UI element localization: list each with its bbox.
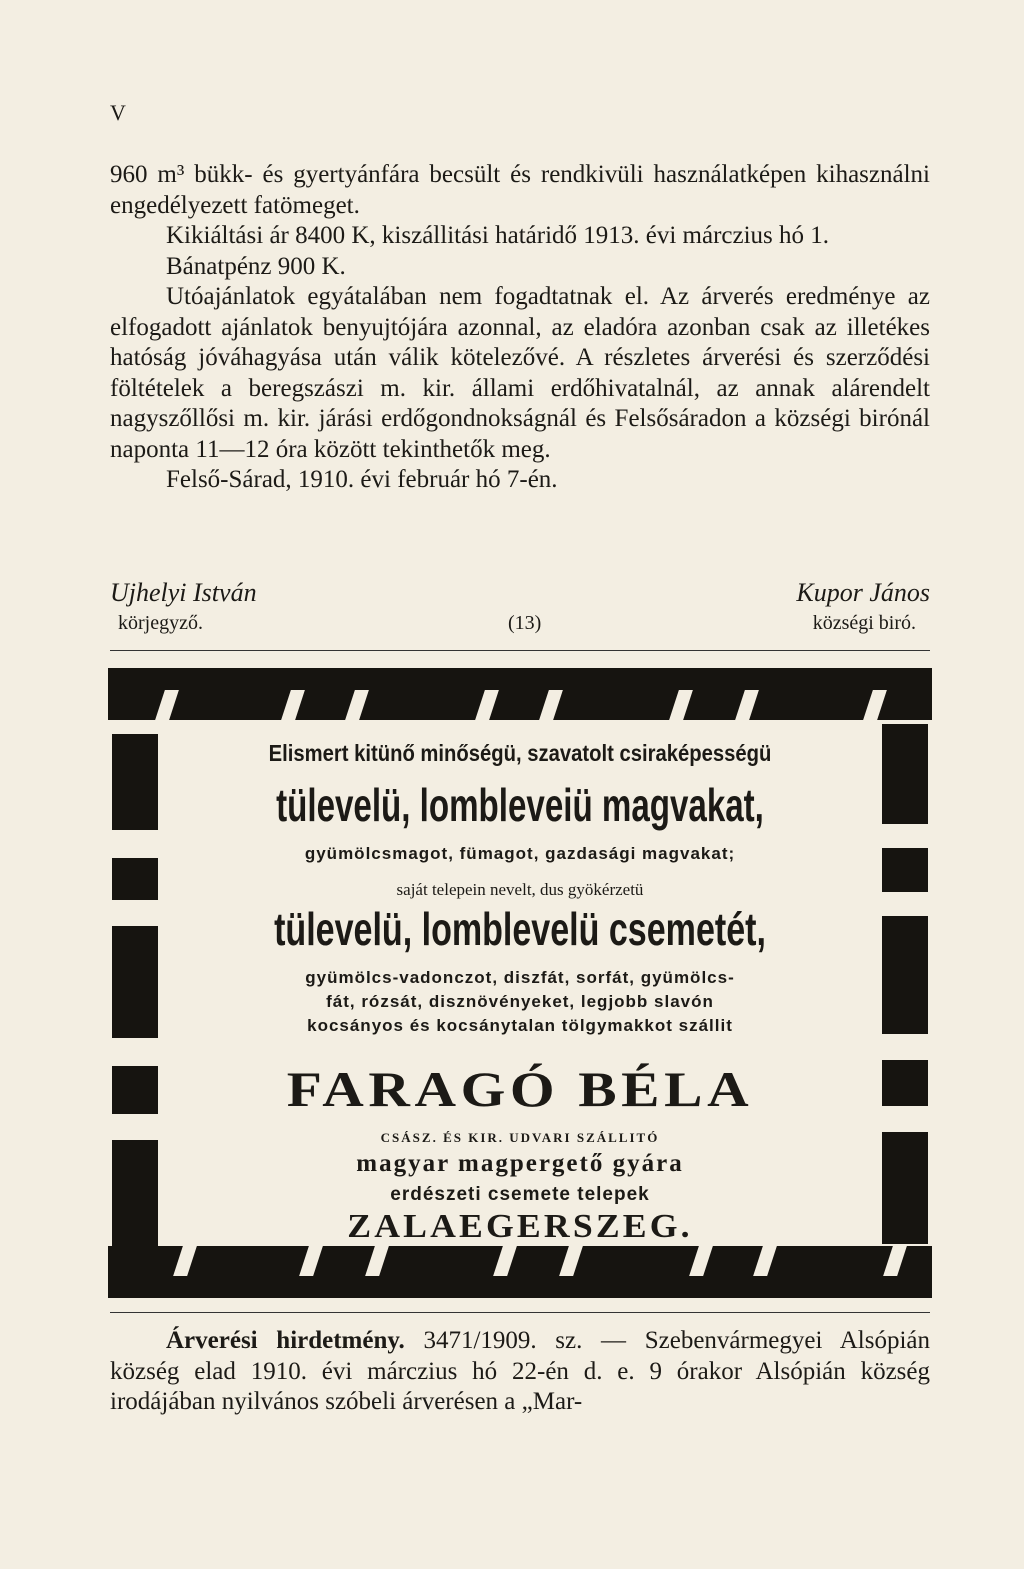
signature-left-name: Ujhelyi István — [110, 578, 257, 607]
ad-line-own-nursery: saját telepein nevelt, dus gyökérzetü — [396, 880, 644, 899]
notice-paragraph: 960 m³ bükk- és gyertyánfára becsült és rendkivüli használatképen kihasználni engedélyezett fatömeget. — [110, 161, 930, 219]
notice-top — [110, 160, 930, 496]
ad-company-title: CSÁSZ. ÉS KIR. UDVARI SZÁLLITÓ — [380, 1130, 660, 1145]
ad-line-fruit-seeds: gyümölcsmagot, fümagot, gazdasági magvakat; — [304, 844, 736, 863]
divider — [110, 1312, 930, 1313]
notice-number: (13) — [508, 612, 542, 634]
notice-paragraph: Bánatpénz 900 K. — [166, 252, 346, 280]
ad-line-trees-2: fát, rózsát, disznövényeket, legjobb slavón — [326, 992, 714, 1011]
ad-company-name: FARAGÓ BÉLA — [286, 1061, 754, 1117]
signatures — [110, 578, 930, 638]
notice-bottom — [110, 1326, 930, 1418]
page-marker: V — [110, 100, 126, 125]
ad-border-bottom — [108, 1246, 932, 1298]
ad-line-quality: Elismert kitünő minőségü, szavatolt csiraképességü — [268, 740, 772, 766]
ad-line-seedlings: tülevelü, lomblevelü csemetét, — [274, 903, 766, 955]
ad-border-left — [112, 720, 158, 1246]
ad-content — [162, 720, 878, 1246]
ad-border-top — [108, 668, 932, 720]
ad-line-trees-1: gyümölcs-vadonczot, diszfát, sorfát, gyümölcs- — [305, 968, 735, 987]
notice-bottom-heading: Árverési hirdetmény. — [166, 1327, 405, 1354]
signature-right-role: községi biró. — [812, 612, 916, 634]
notice-paragraph: Felső-Sárad, 1910. évi február hó 7-én. — [166, 466, 558, 493]
notice-paragraph: Utóajánlatok egyátalában nem fogadtatnak el. Az árverés eredménye az elfogadott ajánlatok benyujtójára azonnal, az eladóra azonban csak az illetékes hatóság jóváhagyása után válik kötelezővé. A részletes árverési és szerződési föltételek a beregszászi m. kir. állami erdőhivatalnál, az annak alárendelt nagyszőllősi m. kir. járási erdőgondnokságnál és Felsősáradon a községi birónál naponta 11—12 óra között tekinthetők meg. — [110, 283, 930, 463]
ad-line-seeds: tülevelü, lombleveiü magvakat, — [276, 779, 764, 831]
notice-bottom-text: 3471/1909. sz. — Szebenvármegyei Alsópián község elad 1910. évi márczius hó 22-én d. e. 9 órakor Alsópián község irodájában nyilvános szóbeli árverésen a „Mar- — [110, 1327, 930, 1415]
ad-line-acorns: kocsányos és kocsánytalan tölgymakkot szállit — [307, 1016, 733, 1035]
ad-town: ZALAEGERSZEG. — [347, 1208, 693, 1245]
advertisement — [108, 668, 932, 1298]
notice-paragraph: Kikiáltási ár 8400 K, kiszállitási határidő 1913. évi márczius hó 1. — [166, 222, 830, 249]
divider — [110, 650, 930, 651]
ad-border-right — [882, 720, 928, 1246]
signature-left-role: körjegyző. — [118, 612, 203, 634]
ad-nursery: erdészeti csemete telepek — [390, 1184, 650, 1205]
notice-bottom-paragraph — [110, 1326, 930, 1418]
ad-factory: magyar magpergető gyára — [356, 1150, 684, 1177]
signature-right-name: Kupor János — [796, 578, 930, 607]
